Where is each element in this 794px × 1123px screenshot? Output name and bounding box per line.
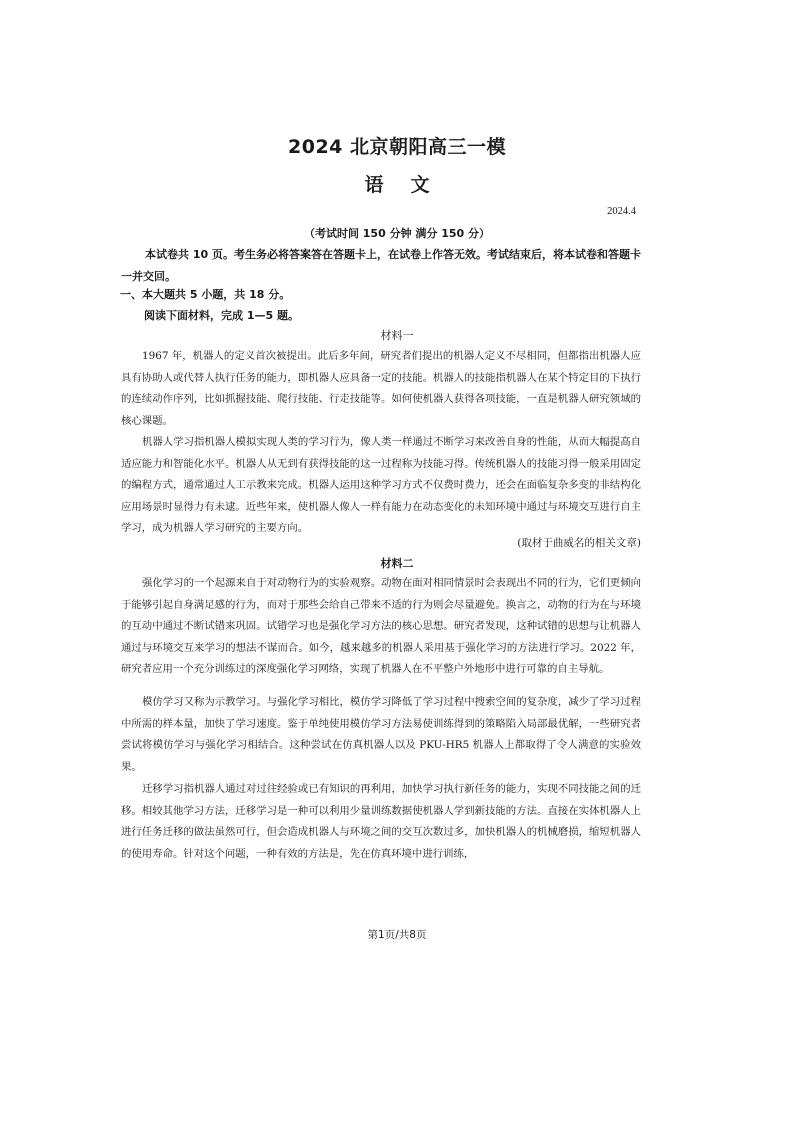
- material-two-heading: 材料二: [380, 557, 414, 570]
- document-title: 2024 北京朝阳高三一模: [288, 136, 506, 158]
- subject-char-1: 语: [364, 174, 384, 196]
- material-two-paragraph: 迁移学习指机器人通过对过往经验或已有知识的再利用，加快学习执行新任务的能力，实现不同技能之间的迁移。相较其他学习方法，迁移学习是一种可以利用少量训练数据使机器人学到新技能的方法。直接在实体机器人上进行任务迁移的做法虽然可行，但会造成机器人与环境之间的交互次数过多，加快机器人的机械磨损，缩短机器人的使用寿命。针对这个问题，一种有效的方法是，先在仿真环境中进行训练，: [121, 783, 641, 860]
- exam-date: 2024.4: [607, 206, 636, 217]
- material-one-source: (取材于曲威名的相关文章): [517, 537, 641, 549]
- section-heading: 一、本大题共 5 小题，共 18 分。: [120, 288, 291, 301]
- material-one-paragraph: 1967 年，机器人的定义首次被提出。此后多年间，研究者们提出的机器人定义不尽相同，但都指出机器人应具有协助人或代替人执行任务的能力，即机器人应具备一定的技能。机器人的技能指机器人在某个特定目的下执行的连续动作序列，比如抓握技能、爬行技能、行走技能等。如何使机器人获得各项技能，一直是机器人研究领域的核心课题。: [121, 350, 641, 427]
- material-one-paragraph: 机器人学习指机器人模拟实现人类的学习行为，像人类一样通过不断学习来改善自身的性能，从而大幅提高自适应能力和智能化水平。机器人从无到有获得技能的这一过程称为技能习得。传统机器人的技能习得一般采用固定的编程方式，通常通过人工示教来完成。机器人运用这种学习方式不仅费时费力，还会在面临复杂多变的非结构化应用场景时显得力有未逮。近些年来，使机器人像人一样有能力在动态变化的未知环境中通过与环境交互进行自主学习，成为机器人学习研究的主要方向。: [121, 436, 641, 535]
- exam-info: （考试时间 150 分钟 满分 150 分）: [303, 227, 491, 240]
- exam-notice: 本试卷共 10 页。考生务必将答案答在答题卡上，在试卷上作答无效。考试结束后，将本试卷和答题卡一并交回。: [121, 248, 641, 283]
- subject-heading: [0, 170, 794, 197]
- section-instruction: 阅读下面材料，完成 1—5 题。: [144, 309, 299, 322]
- page-number: 第1页/共8页: [367, 929, 427, 941]
- material-one-heading: 材料一: [380, 329, 414, 342]
- subject-char-2: 文: [410, 174, 430, 196]
- material-two-paragraph: 强化学习的一个起源来自于对动物行为的实验观察。动物在面对相同情景时会表现出不同的行为，它们更倾向于能够引起自身满足感的行为，而对于那些会给自己带来不适的行为则会尽量避免。换言之，动物的行为在与环境的互动中通过不断试错来巩固。试错学习也是强化学习方法的核心思想。研究者发现，这种试错的思想与让机器人通过与环境交互来学习的想法不谋而合。如今，越来越多的机器人采用基于强化学习的方法进行学习。2022 年，研究者应用一个充分训练过的深度强化学习网络，实现了机器人在不平整户外地形中进行可靠的自主导航。: [121, 577, 641, 676]
- material-two-paragraph: 模仿学习又称为示教学习。与强化学习相比，模仿学习降低了学习过程中搜索空间的复杂度，减少了学习过程中所需的样本量，加快了学习速度。鉴于单纯使用模仿学习方法易使训练得到的策略陷入局部最优解，一些研究者尝试将模仿学习与强化学习相结合。这种尝试在仿真机器人以及 PKU-HR5 机器人上都取得了令人满意的实验效果。: [121, 696, 641, 773]
